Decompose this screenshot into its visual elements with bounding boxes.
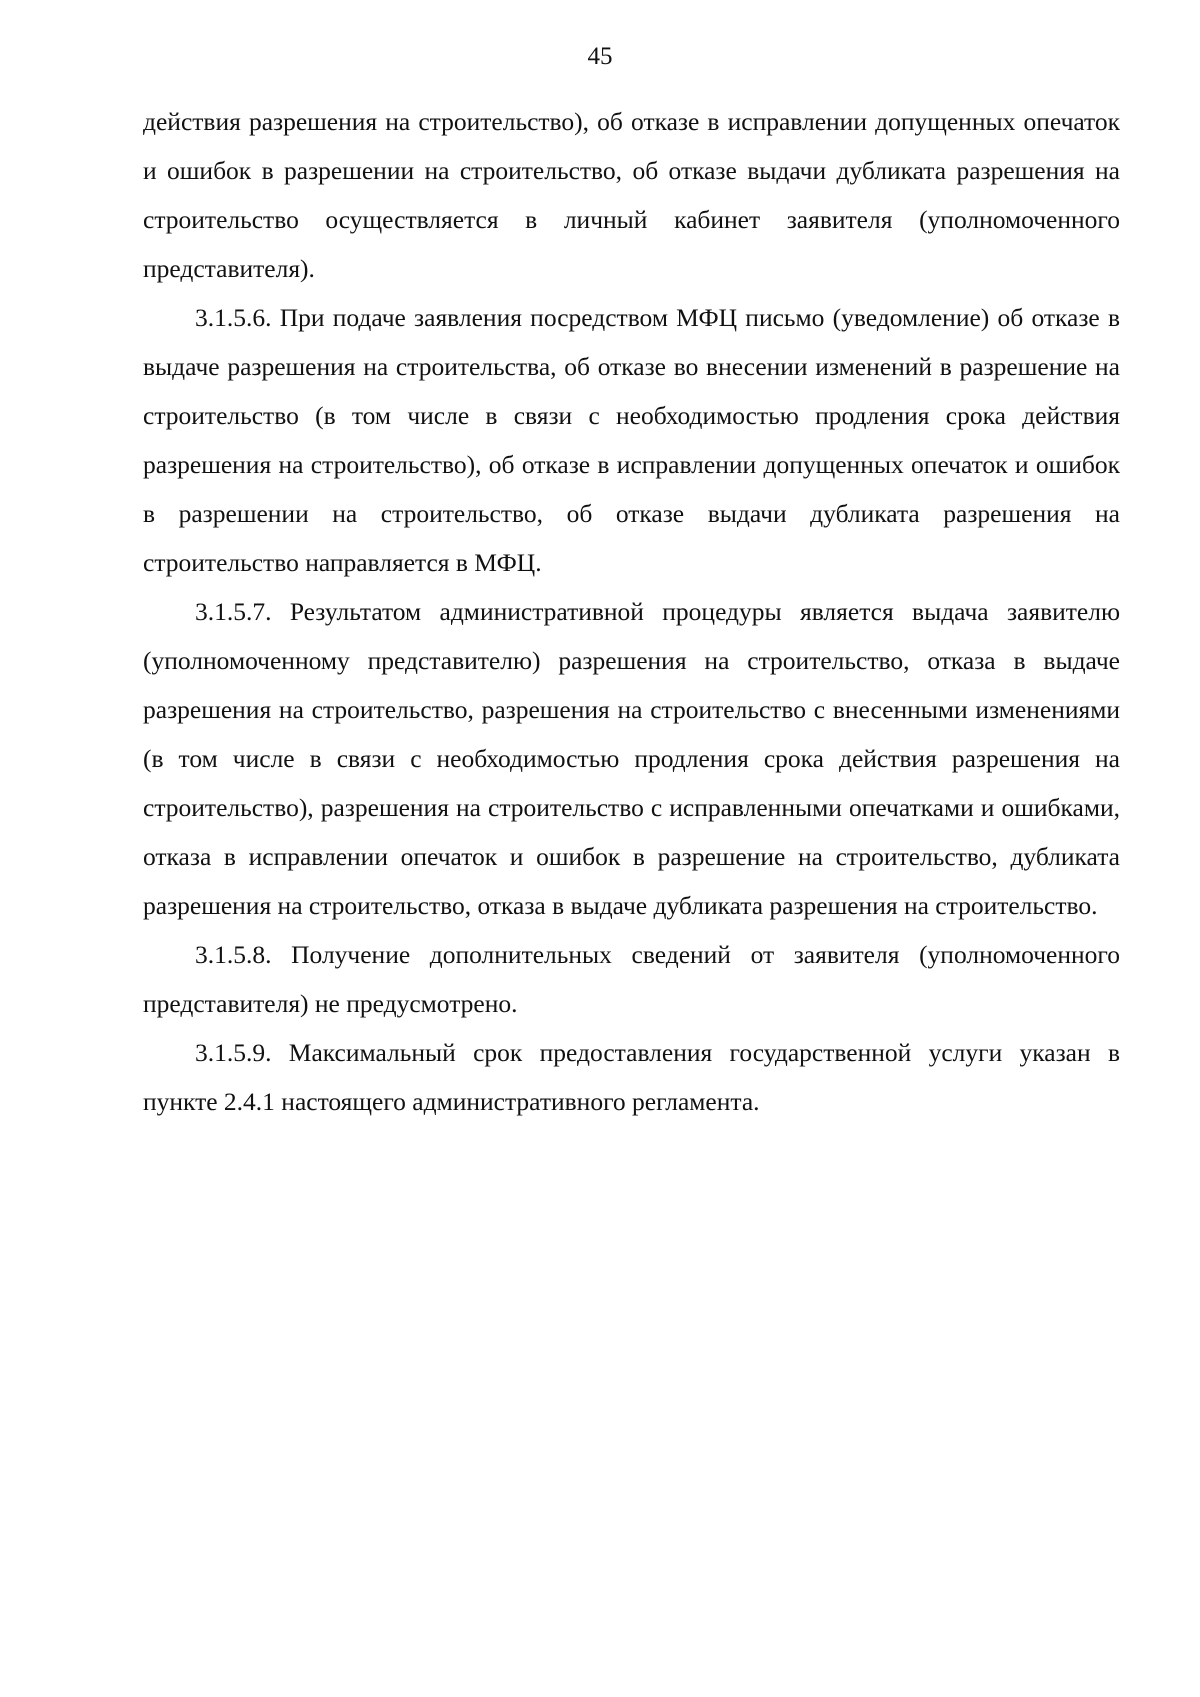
document-body [143,97,1120,1126]
paragraph-3-1-5-9: 3.1.5.9. Максимальный срок предоставления государственной услуги указан в пункте 2.4.1 настоящего административного регламента. [143,1038,1120,1116]
paragraph-continuation: действия разрешения на строительство), об отказе в исправлении допущенных опечаток и ошибок в разрешении на строительство, об отказе выдачи дубликата разрешения на строительство осуществляется в личный кабинет заявителя (уполномоченного представителя). [143,107,1120,283]
paragraph-3-1-5-6: 3.1.5.6. При подаче заявления посредством МФЦ письмо (уведомление) об отказе в выдаче разрешения на строительства, об отказе во внесении изменений в разрешение на строительство (в том числе в связи с необходимостью продления срока действия разрешения на строительство), об отказе в исправлении допущенных опечаток и ошибок в разрешении на строительство, об отказе выдачи дубликата разрешения на строительство направляется в МФЦ. [143,303,1120,577]
page-number: 45 [587,43,613,70]
paragraph-3-1-5-7: 3.1.5.7. Результатом административной процедуры является выдача заявителю (уполномоченному представителю) разрешения на строительство, отказа в выдаче разрешения на строительство, разрешения на строительство с внесенными изменениями (в том числе в связи с необходимостью продления срока действия разрешения на строительство), разрешения на строительство с исправленными опечатками и ошибками, отказа в исправлении опечаток и ошибок в разрешение на строительство, дубликата разрешения на строительство, отказа в выдаче дубликата разрешения на строительство. [143,597,1120,920]
paragraph-3-1-5-8: 3.1.5.8. Получение дополнительных сведений от заявителя (уполномоченного представителя) не предусмотрено. [143,940,1120,1018]
